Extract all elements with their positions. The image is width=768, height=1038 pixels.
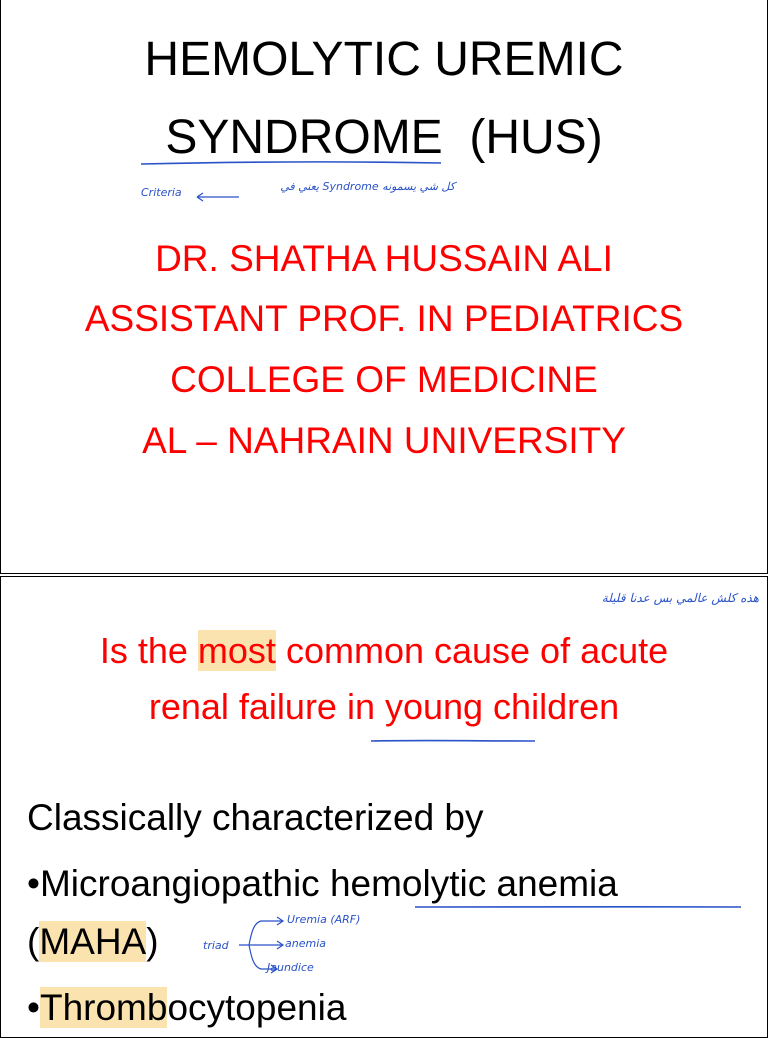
ink-underline-syndrome xyxy=(139,158,444,168)
highlight-most: most xyxy=(197,630,276,671)
highlight-maha: MAHA xyxy=(39,921,147,962)
title-text-syndrome: SYNDROME xyxy=(165,111,443,164)
bullet-maha-abbr: (MAHA) xyxy=(27,921,159,962)
statement-line-2: renal failure in young children xyxy=(148,686,620,727)
ink-arrow-left xyxy=(193,192,241,202)
handwritten-arabic-note-1: كل شي يسمونه Syndrome يعني في xyxy=(280,180,455,193)
handwritten-anemia: anemia xyxy=(285,937,326,950)
title-line-2 xyxy=(1,111,767,164)
author-college: COLLEGE OF MEDICINE xyxy=(170,359,598,400)
bullet-maha: •Microangiopathic hemolytic anemia xyxy=(27,863,618,904)
title-text-hus: (HUS) xyxy=(469,111,603,164)
highlight-thromb: Thromb xyxy=(39,987,168,1028)
author-name: DR. SHATHA HUSSAIN ALI xyxy=(155,238,613,279)
title-line-1 xyxy=(1,33,767,86)
bullet-thrombocytopenia: •Thrombocytopenia xyxy=(27,987,347,1028)
handwritten-criteria: Criteria xyxy=(141,186,182,199)
intro-text: Classically characterized by xyxy=(27,797,484,838)
content-slide xyxy=(0,576,768,1038)
handwritten-triad: triad xyxy=(203,939,229,952)
handwritten-uremia: Uremia (ARF) xyxy=(287,913,361,926)
author-university: AL – NAHRAIN UNIVERSITY xyxy=(142,420,626,461)
handwritten-jaundice: Jaundice xyxy=(267,961,314,974)
title-text-1: HEMOLYTIC UREMIC xyxy=(144,33,624,86)
author-position: ASSISTANT PROF. IN PEDIATRICS xyxy=(84,298,684,339)
ink-underline-young xyxy=(369,737,537,745)
handwritten-arabic-note-2: هذه كلش عالمي بس عدنا قليلة xyxy=(601,591,759,605)
statement-line-1: Is the most common cause of acute xyxy=(99,630,669,671)
ink-underline-hemolytic-anemia xyxy=(413,903,743,911)
